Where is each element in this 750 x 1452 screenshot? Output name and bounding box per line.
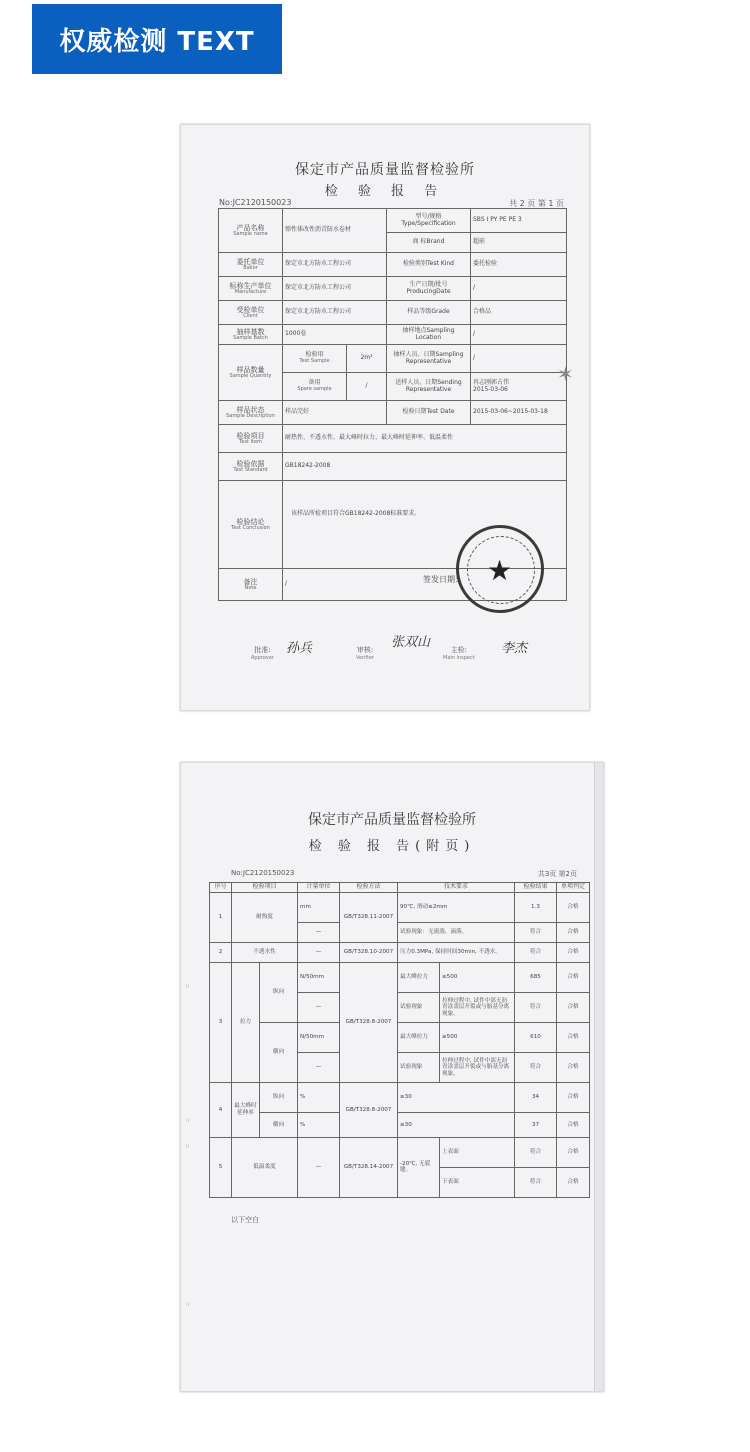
header-cell: 检验项目 <box>232 883 298 893</box>
cell: GB/T328.11-2007 <box>340 892 398 942</box>
ink-star-icon: ✶ <box>557 362 574 386</box>
value-model: SBS I PY PE PE 3 <box>471 209 567 233</box>
value-test-item: 耐热性、不透水性、最大峰时拉力、最大峰时延伸率、低温柔性 <box>283 425 567 453</box>
cell: 1.3 <box>515 892 557 922</box>
cell: GB/T328.14-2007 <box>340 1137 398 1197</box>
page-indicator: 共 2 页 第 1 页 <box>509 199 564 208</box>
label-sample-batch: 抽样基数 Sample Batch <box>219 325 283 345</box>
seal-star-icon: ★ <box>487 554 513 587</box>
approver-label: 批准: Approver <box>251 646 274 661</box>
label-note: 备注 Note <box>219 569 283 601</box>
cell: ≥500 <box>440 962 515 992</box>
approver-signature: 孙兵 <box>286 641 313 656</box>
header-cell: 检验结果 <box>515 883 557 893</box>
cell: 符合 <box>515 922 557 942</box>
results-table <box>209 882 590 1198</box>
table-header-row <box>210 883 590 893</box>
cell: 符合 <box>515 992 557 1022</box>
cell: 合格 <box>557 1052 590 1082</box>
label-product-name: 产品名称 Sample name <box>219 209 283 253</box>
table-row <box>210 942 590 962</box>
cell: 合格 <box>557 1167 590 1197</box>
cell: 685 <box>515 962 557 992</box>
cell: 纵向 <box>260 962 298 1022</box>
cell: GB/T328.8-2007 <box>340 962 398 1082</box>
cell: 合格 <box>557 992 590 1022</box>
verifier-signature: 张双山 <box>391 635 431 650</box>
cell: 耐热度 <box>232 892 298 942</box>
value-conclusion: 该样品所检项目符合GB18242-2008标准要求。 <box>283 481 567 569</box>
cell: 符合 <box>515 942 557 962</box>
label-test-kind: 检验类别Test Kind <box>387 253 471 277</box>
cell: ≥500 <box>440 1022 515 1052</box>
label-test-date: 检验日期Test Date <box>387 401 471 425</box>
cell: 横向 <box>260 1022 298 1082</box>
cell: 下表面 <box>440 1167 515 1197</box>
cell: 5 <box>210 1137 232 1197</box>
margin-mark: ⁞⁞ <box>186 1144 190 1150</box>
cell: 试验现象 <box>398 992 440 1022</box>
label-sampling-location: 抽样地点Sampling Location <box>387 325 471 345</box>
official-seal <box>456 525 544 613</box>
table-row <box>210 1137 590 1167</box>
cell: — <box>298 922 340 942</box>
cell: 横向 <box>260 1112 298 1137</box>
cell: 低温柔度 <box>232 1137 298 1197</box>
cell: 上表面 <box>440 1137 515 1167</box>
margin-mark: ⁞⁞ <box>186 1302 190 1308</box>
report-number: No:JC2120150023 <box>219 198 292 207</box>
cell: mm <box>298 892 340 922</box>
cell: 不透水性 <box>232 942 298 962</box>
value-sampling-location: / <box>471 325 567 345</box>
cell: 34 <box>515 1082 557 1112</box>
value-sending-rep: 冉志刚郭占伟 2015-03-06 <box>471 373 567 401</box>
cell: 拉伸过程中, 试件中部无沥青涂盖层开裂或与胎基分离现象。 <box>440 992 515 1022</box>
inspector-label: 主检: Main inspect <box>443 646 475 661</box>
value-sample-batch: 1000卷 <box>283 325 387 345</box>
value-grade: 合格品 <box>471 301 567 325</box>
cell: 合格 <box>557 1022 590 1052</box>
label-test-sample: 检验用 Test Sample <box>283 345 347 373</box>
value-note: / <box>283 569 567 601</box>
header-cell: 检验方法 <box>340 883 398 893</box>
cell: 合格 <box>557 1112 590 1137</box>
label-client: 受检单位 Client <box>219 301 283 325</box>
table-row <box>210 1022 590 1052</box>
cell: 纵向 <box>260 1082 298 1112</box>
signature-row <box>221 633 561 663</box>
value-client: 保定市北方防水工程公司 <box>283 301 387 325</box>
cell: 拉伸过程中, 试件中部无沥青涂盖层开裂或与胎基分离现象。 <box>440 1052 515 1082</box>
cell: 合格 <box>557 1137 590 1167</box>
cell: 最大峰时延伸率 <box>232 1082 260 1137</box>
cell: 压力0.3MPa, 保持时间30min, 不透水。 <box>398 942 515 962</box>
report-page-2 <box>180 762 604 1392</box>
cell: 37 <box>515 1112 557 1137</box>
cell: 合格 <box>557 1082 590 1112</box>
header-cell: 技术要求 <box>398 883 515 893</box>
cell: 符合 <box>515 1167 557 1197</box>
cell: — <box>298 1052 340 1082</box>
label-sample-quantity: 样品数量 Sample Quantity <box>219 345 283 401</box>
value-product-name: 弹性体改性沥青防水卷材 <box>283 209 387 253</box>
cell: 合格 <box>557 892 590 922</box>
value-test-sample: 2m² <box>347 345 387 373</box>
margin-mark: ⁞⁞ <box>186 984 190 990</box>
cell: 3 <box>210 962 232 1082</box>
cell: GB/T328.8-2007 <box>340 1082 398 1137</box>
cell: N/50mm <box>298 962 340 992</box>
header-cell: 单项判定 <box>557 883 590 893</box>
cell: 最大峰拉力 <box>398 962 440 992</box>
cell: 拉力 <box>232 962 260 1082</box>
inspector-signature: 李杰 <box>501 641 528 656</box>
cell: 试验现象 <box>398 1052 440 1082</box>
cell: GB/T328.10-2007 <box>340 942 398 962</box>
label-sending-rep: 送样人员、日期Sending Representative <box>387 373 471 401</box>
report-title: 保定市产品质量监督检验所 <box>295 162 475 178</box>
table-row <box>210 1082 590 1112</box>
value-spare-sample: / <box>347 373 387 401</box>
cell: 610 <box>515 1022 557 1052</box>
label-test-item: 检验项目 Test Item <box>219 425 283 453</box>
table-row <box>210 962 590 992</box>
section-banner: 权威检测 TEXT <box>32 4 282 74</box>
label-producing-date: 生产日期/批号ProducingDate <box>387 277 471 301</box>
label-model: 型号/规格Type/Specification <box>387 209 471 233</box>
report2-number: No:JC2120150023 <box>231 869 295 877</box>
report2-page-indicator: 共3页 第2页 <box>537 870 577 878</box>
value-sampling-rep: / <box>471 345 567 373</box>
value-manufacture: 保定市北方防水工程公司 <box>283 277 387 301</box>
value-bailor: 保定市北方防水工程公司 <box>283 253 387 277</box>
cell: % <box>298 1112 340 1137</box>
cell: 合格 <box>557 962 590 992</box>
cell: 试验现象：无流淌、滴落。 <box>398 922 515 942</box>
margin-mark: ⁞⁞ <box>186 1118 190 1124</box>
cell: — <box>298 942 340 962</box>
table-row <box>210 1112 590 1137</box>
label-sampling-rep: 抽样人员、日期Sampling Representative <box>387 345 471 373</box>
cell: % <box>298 1082 340 1112</box>
report2-title: 保定市产品质量监督检验所 <box>308 812 476 828</box>
cell: ≥30 <box>398 1082 515 1112</box>
value-test-date: 2015-03-06~2015-03-18 <box>471 401 567 425</box>
label-conclusion: 检验结论 Test Conclusion <box>219 481 283 569</box>
table-row <box>210 892 590 922</box>
value-sample-desc: 样品完好 <box>283 401 387 425</box>
label-bailor: 委托单位 Bailor <box>219 253 283 277</box>
cell: 2 <box>210 942 232 962</box>
value-test-kind: 委托检验 <box>471 253 567 277</box>
header-cell: 计量单位 <box>298 883 340 893</box>
cell: 符合 <box>515 1052 557 1082</box>
verifier-label: 审核: Verifier <box>356 646 374 661</box>
cell: 合格 <box>557 942 590 962</box>
cell: 1 <box>210 892 232 942</box>
value-producing-date: / <box>471 277 567 301</box>
cell: 90℃, 滑动≤2mm <box>398 892 515 922</box>
cell: 4 <box>210 1082 232 1137</box>
cell: — <box>298 1137 340 1197</box>
cell: -20℃, 无裂缝。 <box>398 1137 440 1197</box>
header-cell: 序号 <box>210 883 232 893</box>
label-brand: 商 标Brand <box>387 233 471 253</box>
cell: — <box>298 992 340 1022</box>
cell: 最大峰拉力 <box>398 1022 440 1052</box>
cell: N/50mm <box>298 1022 340 1052</box>
label-test-standard: 检验依据 Test Standard <box>219 453 283 481</box>
value-test-standard: GB18242-2008 <box>283 453 567 481</box>
label-grade: 样品等级Grade <box>387 301 471 325</box>
cell: 合格 <box>557 922 590 942</box>
report-page-1 <box>180 124 590 711</box>
report-subtitle: 检 验 报 告 <box>324 184 446 199</box>
label-sample-desc: 样品状态 Sample Description <box>219 401 283 425</box>
cell: ≥30 <box>398 1112 515 1137</box>
report2-subtitle: 检 验 报 告(附页) <box>308 839 476 854</box>
label-spare-sample: 备用 Spare sample <box>283 373 347 401</box>
issue-date-label: 签发日期： <box>423 575 463 584</box>
cell: 符合 <box>515 1137 557 1167</box>
end-of-table-note: 以下空白 <box>231 1216 259 1224</box>
label-manufacture: 标称生产单位 Manufacture <box>219 277 283 301</box>
value-brand: 超前 <box>471 233 567 253</box>
